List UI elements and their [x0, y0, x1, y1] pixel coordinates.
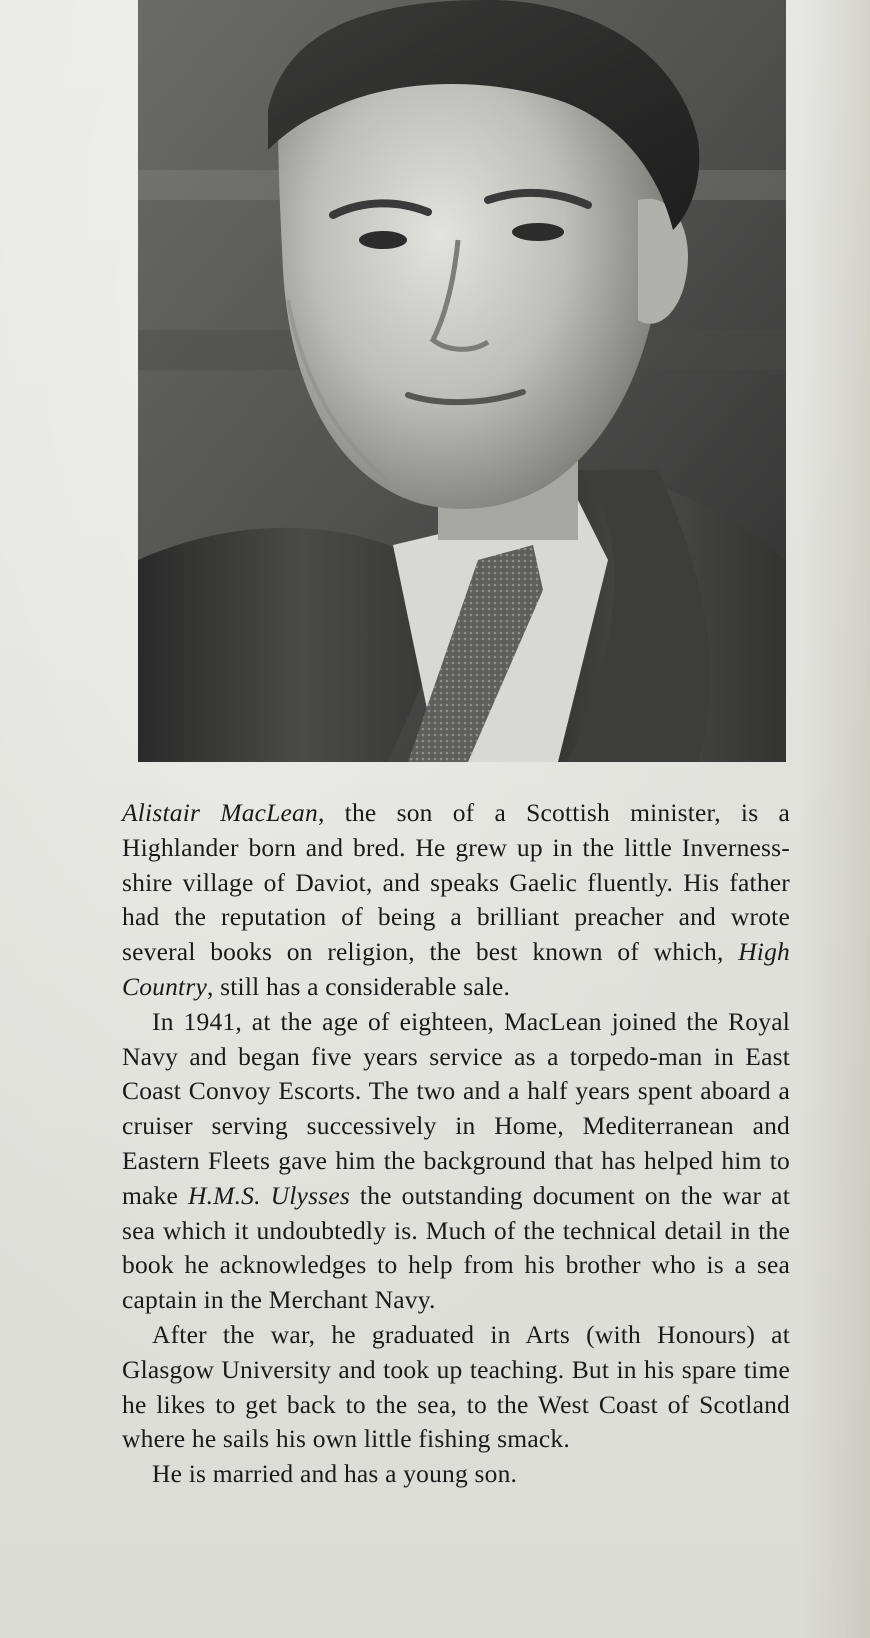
book-title-hms-ulysses: H.M.S. Ulysses — [187, 1180, 350, 1210]
bio-p1-text-a: , the son of a Scottish minister, is a Highlander born and bred. He grew up in the little Inverness-shire village of Daviot, and speaks Gaelic fluently. His father had the reputation of being a brilliant preacher and wrote several books on religion, the best known of which, — [122, 798, 790, 967]
bio-paragraph-1 — [122, 796, 790, 1005]
bio-paragraph-4: He is married and has a young son. — [152, 1459, 518, 1489]
bio-p2-text-a: In 1941, at the age of eighteen, MacLean joined the Royal Navy and began five years service as a torpedo-man in East Coast Convoy Escorts. The two and a half years spent aboard a cruiser serving successively in Home, Mediterranean and Eastern Fleets gave him the background that has helped him to make — [122, 1006, 790, 1210]
author-biography — [122, 796, 790, 1492]
bio-p1-text-b: , still has a considerable sale. — [207, 971, 511, 1001]
bio-paragraph-2 — [122, 1005, 790, 1318]
bio-p2-text-b: the outstanding document on the war at sea which it undoubtedly is. Much of the technical detail in the book he acknowledges to help from his brother who is a sea captain in the Merchant Navy. — [122, 1180, 790, 1315]
book-title-high-country: High Country — [122, 937, 790, 1001]
author-portrait-photo — [138, 0, 786, 762]
page-edge-shadow — [800, 0, 870, 1638]
author-name: Alistair MacLean — [122, 798, 318, 827]
bio-paragraph-3: After the war, he graduated in Arts (with Honours) at Glasgow University and took up teaching. But in his spare time he likes to get back to the sea, to the West Coast of Scotland where he sails his own little fishing smack. — [122, 1319, 790, 1454]
